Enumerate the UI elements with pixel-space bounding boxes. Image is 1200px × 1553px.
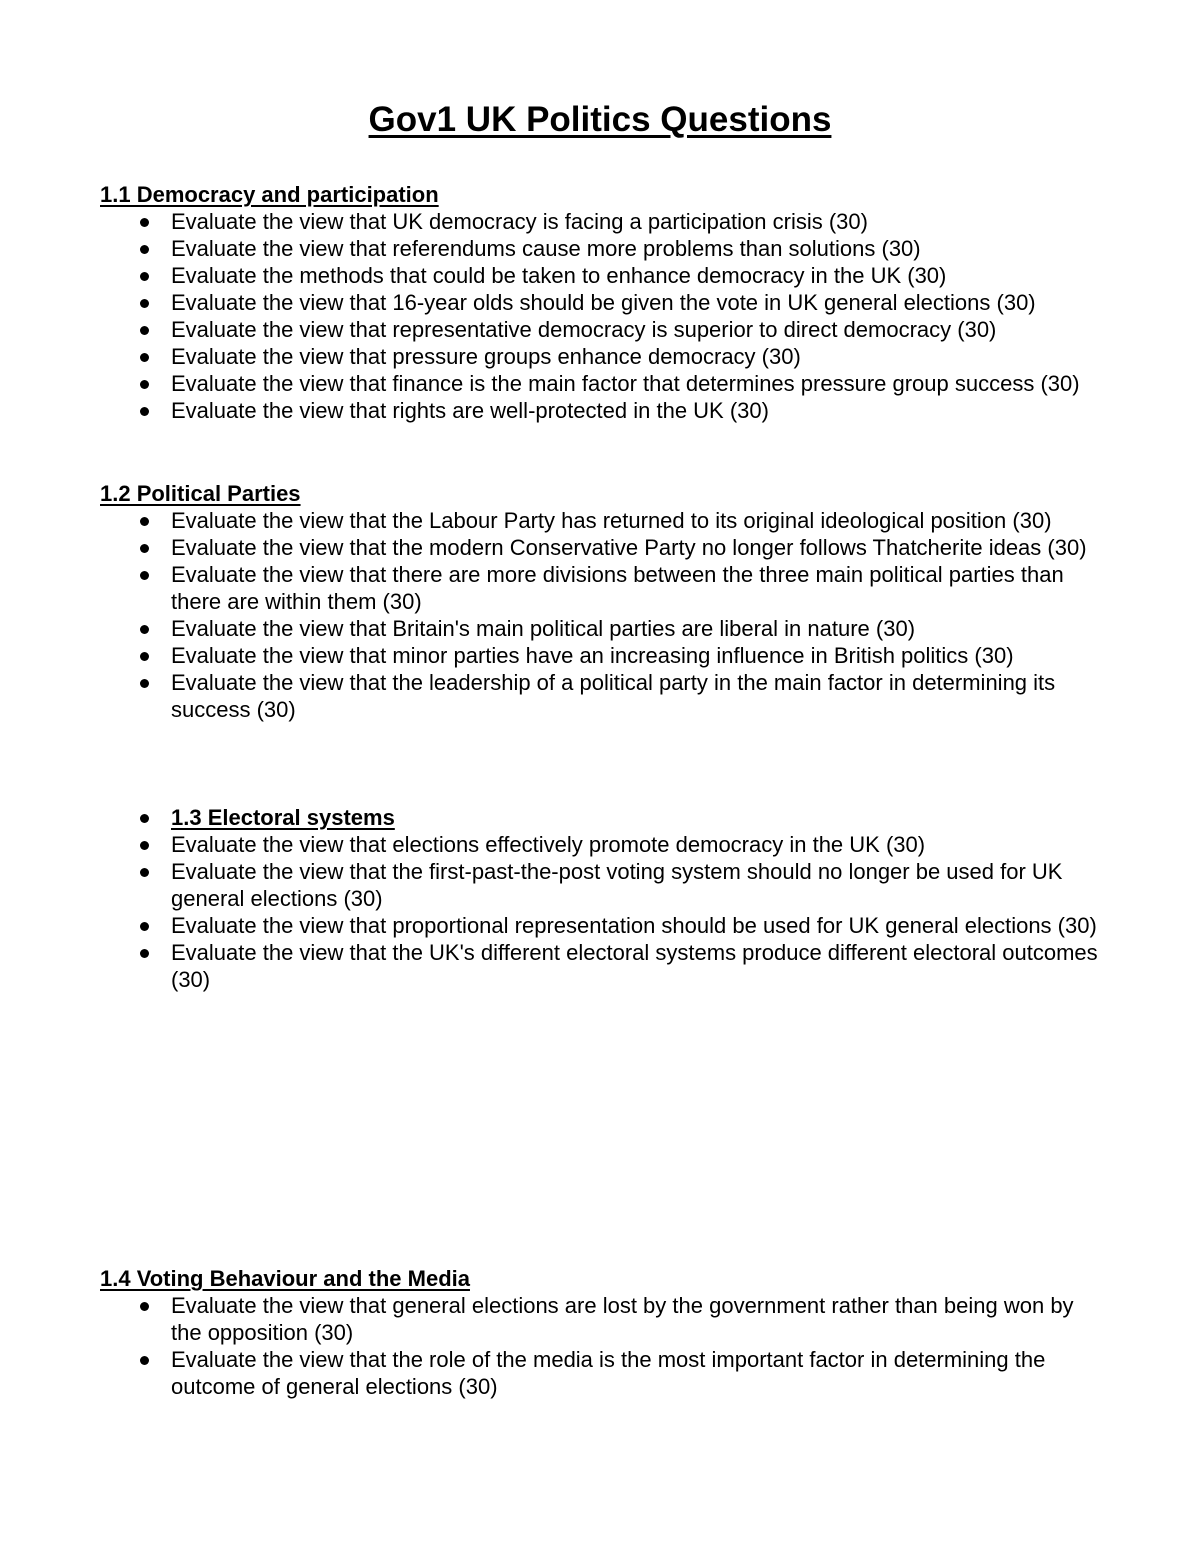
question-text: Evaluate the view that finance is the main factor that determines pressure group success (30) (171, 371, 1080, 396)
bullet-icon (140, 272, 149, 281)
question-list (100, 208, 1100, 424)
section-heading: 1.4 Voting Behaviour and the Media (100, 1266, 470, 1291)
bullet-icon (140, 326, 149, 335)
bullet-icon (140, 380, 149, 389)
question-text: Evaluate the view that 16-year olds should be given the vote in UK general elections (30) (171, 290, 1036, 315)
list-item (100, 316, 1100, 343)
list-item (100, 561, 1100, 615)
list-item (100, 831, 1100, 858)
bullet-icon (140, 625, 149, 634)
question-text: Evaluate the view that the first-past-the-post voting system should no longer be used for UK general elections (30) (171, 859, 1063, 911)
bullet-icon (140, 517, 149, 526)
question-text: Evaluate the view that representative democracy is superior to direct democracy (30) (171, 317, 997, 342)
bullet-icon (140, 1302, 149, 1311)
list-item (100, 208, 1100, 235)
list-item (100, 289, 1100, 316)
question-list (100, 804, 1100, 993)
question-text: Evaluate the view that elections effectively promote democracy in the UK (30) (171, 832, 926, 857)
bullet-icon (140, 407, 149, 416)
bullet-icon (140, 1356, 149, 1365)
question-text: Evaluate the view that there are more divisions between the three main political parties than there are within them (30) (171, 562, 1064, 614)
list-item (100, 370, 1100, 397)
bullet-icon (140, 814, 149, 823)
section-electoral-systems (100, 804, 1100, 993)
question-text: Evaluate the view that referendums cause more problems than solutions (30) (171, 236, 921, 261)
bullet-icon (140, 544, 149, 553)
page-title: Gov1 UK Politics Questions (368, 100, 832, 139)
question-text: Evaluate the view that minor parties have an increasing influence in British politics (30) (171, 643, 1014, 668)
list-item (100, 615, 1100, 642)
list-item (100, 343, 1100, 370)
question-text: Evaluate the view that pressure groups enhance democracy (30) (171, 344, 801, 369)
question-list (100, 1292, 1100, 1400)
list-item (100, 642, 1100, 669)
question-text: Evaluate the view that UK democracy is facing a participation crisis (30) (171, 209, 868, 234)
bullet-icon (140, 679, 149, 688)
section-political-parties (100, 480, 1100, 723)
bullet-icon (140, 245, 149, 254)
question-text: Evaluate the view that the role of the media is the most important factor in determining the outcome of general elections (30) (171, 1347, 1046, 1399)
list-item (100, 1292, 1100, 1346)
list-item (100, 262, 1100, 289)
bullet-icon (140, 571, 149, 580)
question-text: Evaluate the view that proportional representation should be used for UK general elections (30) (171, 913, 1097, 938)
bullet-icon (140, 841, 149, 850)
list-item (100, 507, 1100, 534)
bullet-icon (140, 353, 149, 362)
section-democracy-participation (100, 181, 1100, 424)
list-item (100, 912, 1100, 939)
list-item (100, 235, 1100, 262)
question-text: Evaluate the view that the modern Conservative Party no longer follows Thatcherite ideas (30) (171, 535, 1087, 560)
bullet-icon (140, 218, 149, 227)
bullet-icon (140, 922, 149, 931)
question-text: Evaluate the view that the Labour Party has returned to its original ideological position (30) (171, 508, 1052, 533)
question-text: Evaluate the view that the leadership of a political party in the main factor in determining its success (30) (171, 670, 1056, 722)
list-item (100, 534, 1100, 561)
list-item (100, 858, 1100, 912)
list-item (100, 397, 1100, 424)
list-item-heading (100, 804, 1100, 831)
question-text: Evaluate the view that the UK's different electoral systems produce different electoral outcomes (30) (171, 940, 1098, 992)
question-text: Evaluate the view that rights are well-protected in the UK (30) (171, 398, 769, 423)
question-text: Evaluate the methods that could be taken to enhance democracy in the UK (30) (171, 263, 947, 288)
bullet-icon (140, 299, 149, 308)
section-heading: 1.2 Political Parties (100, 481, 301, 506)
list-item (100, 939, 1100, 993)
question-text: Evaluate the view that general elections are lost by the government rather than being won by the opposition (30) (171, 1293, 1074, 1345)
bullet-icon (140, 652, 149, 661)
bullet-icon (140, 949, 149, 958)
question-text: Evaluate the view that Britain's main political parties are liberal in nature (30) (171, 616, 916, 641)
section-heading: 1.3 Electoral systems (171, 805, 395, 830)
question-list (100, 507, 1100, 723)
list-item (100, 1346, 1100, 1400)
section-heading: 1.1 Democracy and participation (100, 182, 439, 207)
list-item (100, 669, 1100, 723)
bullet-icon (140, 868, 149, 877)
section-voting-behaviour-media (100, 1265, 1100, 1400)
